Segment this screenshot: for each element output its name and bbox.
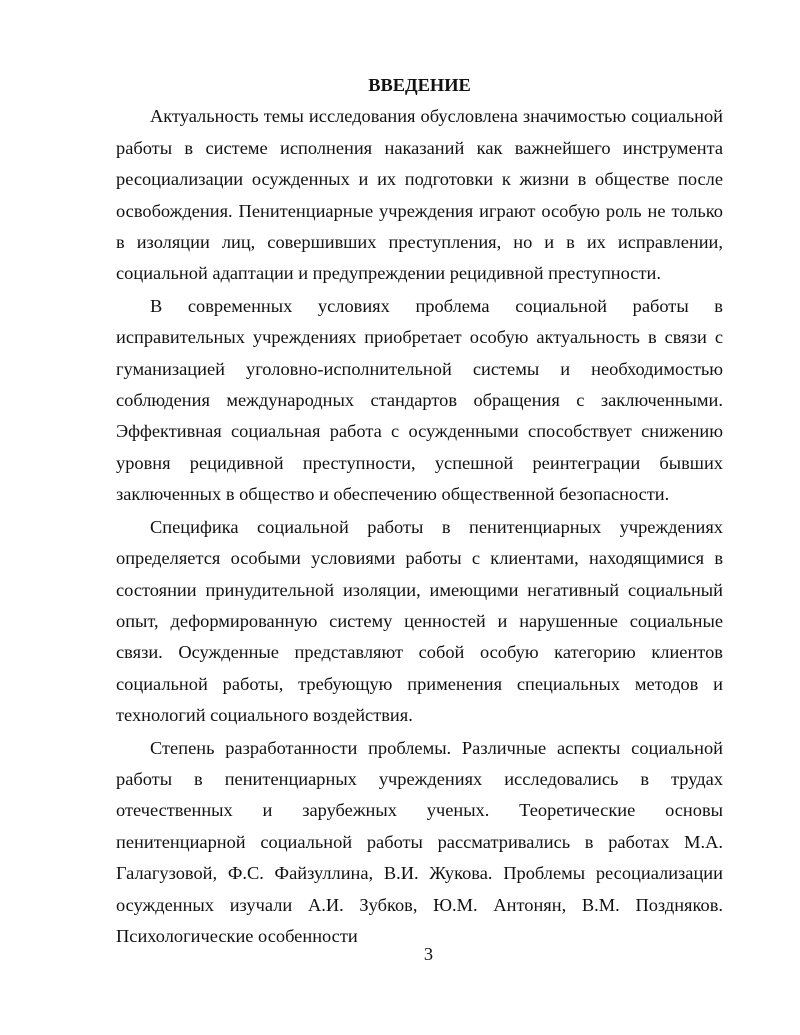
paragraph-research-degree: Степень разработанности проблемы. Различные аспекты социальной работы в пенитенциарных учреждениях исследовались в трудах отечественных и зарубежных ученых. Теоретические основы пенитенциарной социальной работы рассматривались в работах М.А. Галагузовой, Ф.С. Файзуллина, В.И. Жукова. Проблемы ресоциализации осужденных изучали А.И. Зубков, Ю.М. Антонян, В.М. Поздняков. Психологические особенности (116, 737, 723, 946)
paragraph-relevance: Актуальность темы исследования обусловлена значимостью социальной работы в системе исполнения наказаний как важнейшего инструмента ресоциализации осужденных и их подготовки к жизни в обществе после освобождения. Пенитенциарные учреждения играют особую роль не только в изоляции лиц, совершивших преступления, но и в их исправлении, социальной адаптации и предупреждении рецидивной преступности. (116, 106, 723, 284)
paragraph-modern-conditions: В современных условиях проблема социальной работы в исправительных учреждениях приобретает особую актуальность в связи с гуманизацией уголовно-исполнительной системы и необходимостью соблюдения международных стандартов обращения с заключенными. Эффективная социальная работа с осужденными способствует снижению уровня рецидивной преступности, успешной реинтеграции бывших заключенных в общество и обеспечению общественной безопасности. (116, 295, 723, 505)
section-title: ВВЕДЕНИЕ (368, 75, 471, 95)
page-content (116, 70, 723, 952)
page-number: 3 (423, 944, 434, 964)
paragraph-specifics: Специфика социальной работы в пенитенциарных учреждениях определяется особыми условиями работы с клиентами, находящимися в состоянии принудительной изоляции, имеющими негативный социальный опыт, деформированную систему ценностей и нарушенные социальные связи. Осужденные представляют собой особую категорию клиентов социальной работы, требующую применения специальных методов и технологий социального воздействия. (116, 516, 723, 726)
